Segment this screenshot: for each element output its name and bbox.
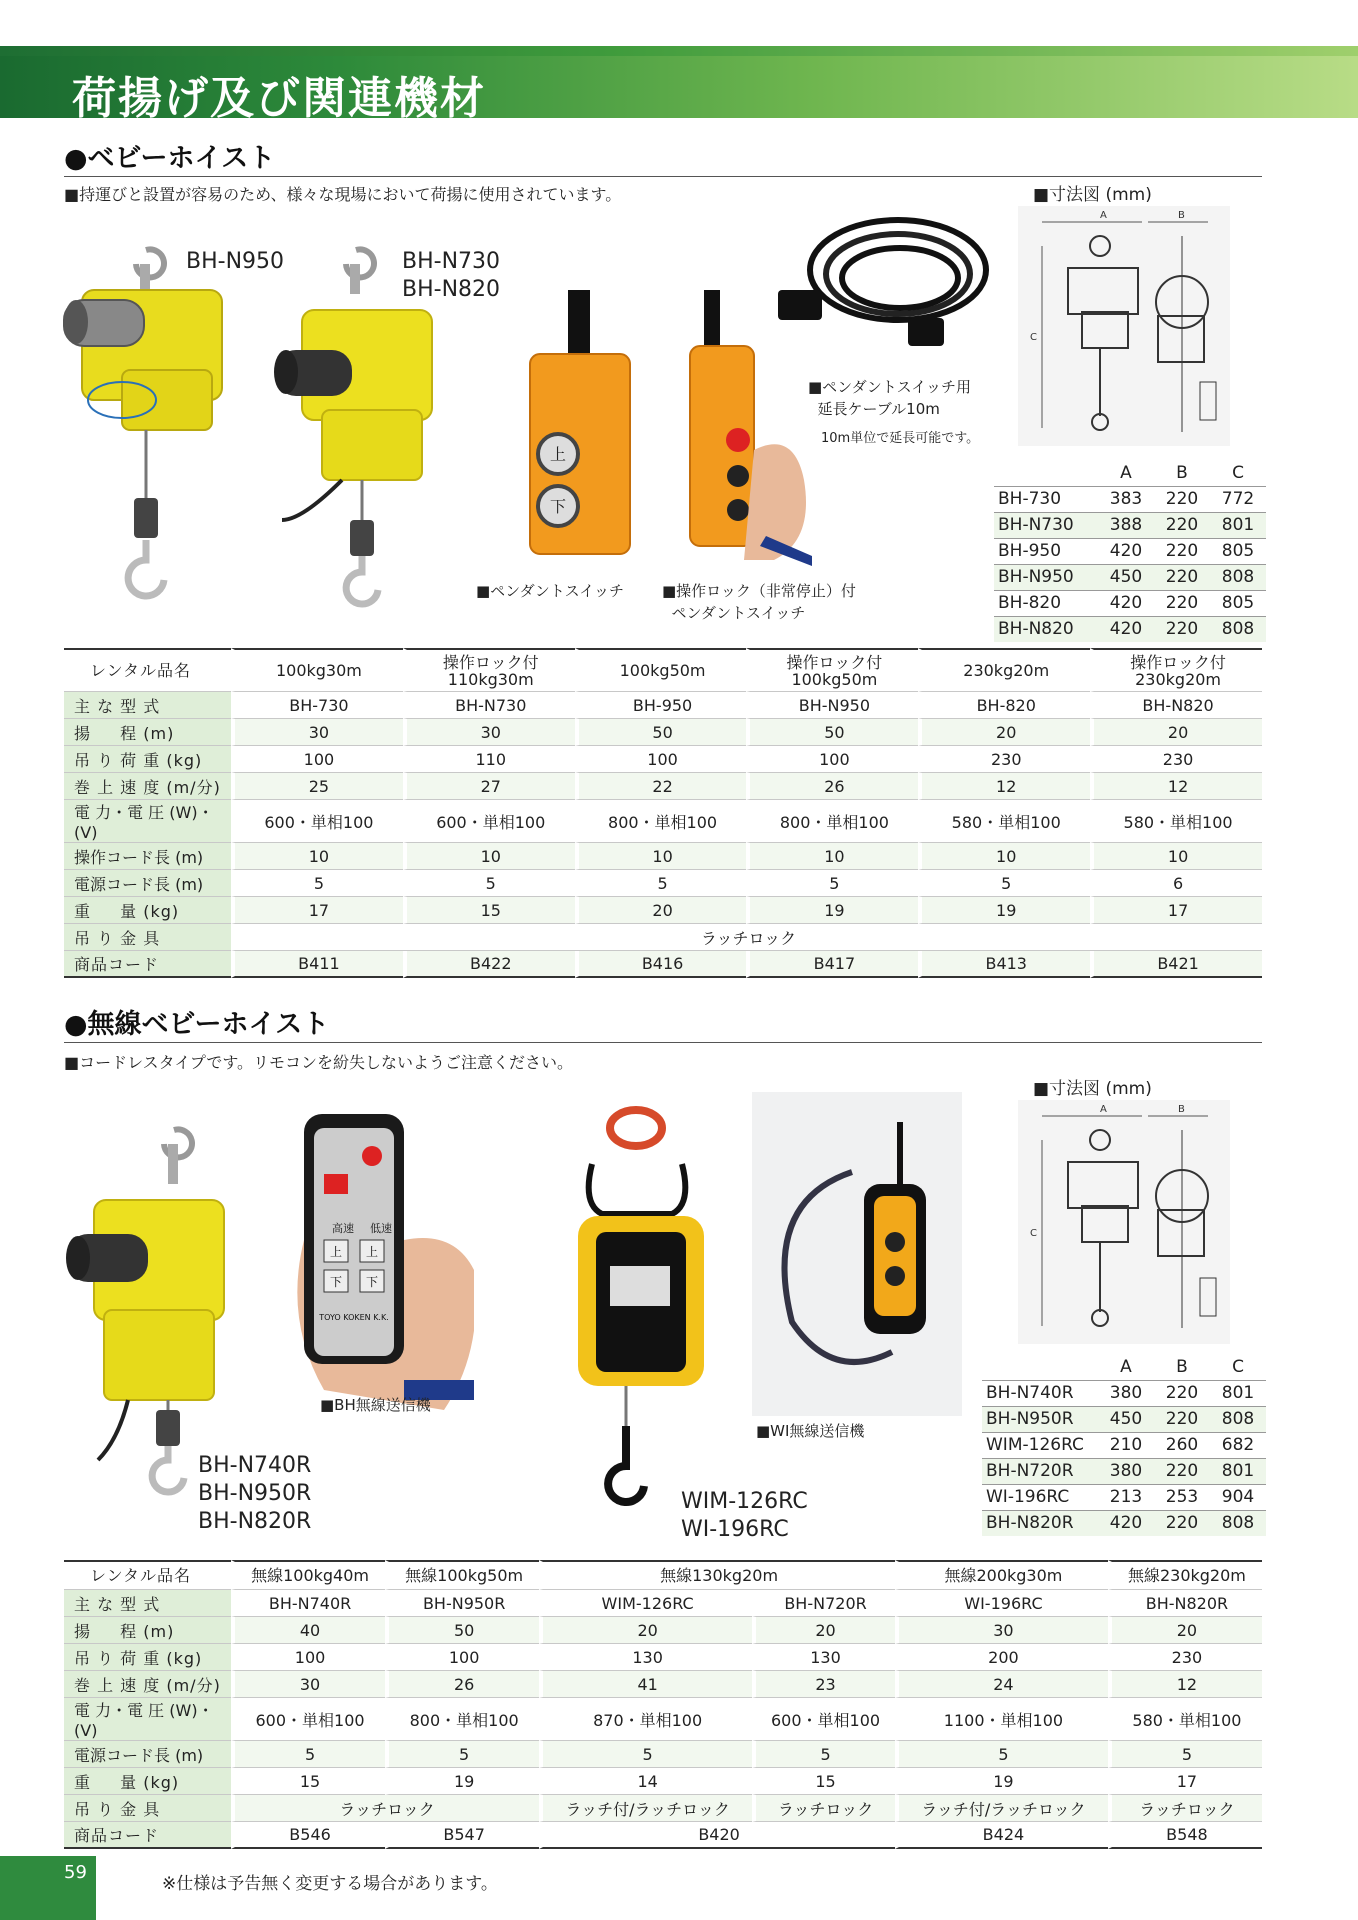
spec-cell: 20	[1090, 719, 1262, 746]
dim-cell: 805	[1210, 590, 1266, 616]
spec-cell: 580・単相100	[1090, 800, 1262, 843]
spec-row	[64, 1822, 1262, 1849]
spec-cell: 50	[746, 719, 918, 746]
dim-cell: 420	[1098, 616, 1154, 642]
spec-cell: 10	[918, 843, 1090, 870]
dim-cell: 420	[1098, 1510, 1154, 1536]
wim-hoist-photo	[556, 1106, 716, 1516]
extension-cable-caption: ■ペンダントスイッチ用 延長ケーブル10m	[808, 378, 971, 418]
product-code: B424	[895, 1822, 1108, 1849]
spec-cell: 600・単相100	[231, 1698, 385, 1741]
wi-remote-caption: ■WI無線送信機	[756, 1422, 865, 1440]
dim-cell: 682	[1210, 1432, 1266, 1458]
spec-cell: 19	[895, 1768, 1108, 1795]
dim-cell: 220	[1154, 486, 1210, 512]
svg-text:C: C	[1030, 332, 1037, 343]
spec-cell: 5	[918, 870, 1090, 897]
spec-cell: BH-820	[918, 692, 1090, 719]
dim-cell: BH-N740R	[982, 1380, 1098, 1406]
spec-cell: 20	[575, 897, 747, 924]
spec-row-label: レンタル品名	[64, 1560, 231, 1590]
dim-header: A	[1120, 462, 1132, 483]
remote-brand: TOYO KOKEN K.K.	[319, 1313, 389, 1322]
dim-cell: 220	[1154, 1406, 1210, 1432]
model-label-bh-n730-n820: BH-N730 BH-N820	[402, 249, 501, 302]
dim-cell: 253	[1154, 1484, 1210, 1510]
spec-row-label: 電源コード長 (m)	[64, 1741, 231, 1768]
dim-cell: BH-730	[994, 486, 1098, 512]
model-label-wireless-bh: BH-N740R BH-N950R BH-N820R	[198, 1453, 312, 1534]
product-code: B546	[231, 1822, 385, 1849]
spec-row	[64, 773, 1262, 800]
dim-cell: BH-N950R	[982, 1406, 1098, 1432]
dim-cell: 808	[1210, 564, 1266, 590]
spec-table-baby-hoist	[64, 648, 1262, 978]
spec-cell: 5	[752, 1741, 895, 1768]
section-description: ■コードレスタイプです。リモコンを紛失しないようご注意ください。	[64, 1053, 574, 1072]
spec-cell: 20	[539, 1617, 752, 1644]
spec-cell: 100	[575, 746, 747, 773]
dim-cell: BH-950	[994, 538, 1098, 564]
dimension-title: ■寸法図 (mm)	[1033, 185, 1152, 205]
spec-cell: 10	[575, 843, 747, 870]
spec-row-label: 重 量 (kg)	[64, 897, 231, 924]
dim-row	[982, 1380, 1266, 1406]
pendant-down-button: 下	[549, 497, 567, 516]
spec-rental-name: 230kg20m	[918, 648, 1090, 692]
spec-cell: 230	[1108, 1644, 1262, 1671]
spec-cell: 12	[1090, 773, 1262, 800]
spec-cell: 600・単相100	[231, 800, 403, 843]
dim-row	[994, 538, 1266, 564]
spec-cell: 5	[746, 870, 918, 897]
spec-row-label: 吊 り 荷 重 (kg)	[64, 1644, 231, 1671]
header-top-line	[0, 46, 1358, 56]
svg-text:A: A	[1100, 210, 1107, 221]
spec-cell: BH-N720R	[752, 1590, 895, 1617]
spec-rental-name: 無線130kg20m	[539, 1560, 895, 1590]
dim-cell: 380	[1098, 1458, 1154, 1484]
spec-cell: 200	[895, 1644, 1108, 1671]
remote-lo-label: 低速	[370, 1222, 392, 1235]
dim-cell: 801	[1210, 1380, 1266, 1406]
spec-cell: 20	[1108, 1617, 1262, 1644]
spec-row-label: 吊 り 金 具	[64, 1795, 231, 1822]
wireless-hoist-photo	[64, 1110, 234, 1510]
remote-up-label: 上	[329, 1245, 343, 1259]
dim-row	[994, 616, 1266, 642]
spec-cell: BH-N730	[403, 692, 575, 719]
pendant-up-button: 上	[549, 445, 567, 464]
dim-cell: 220	[1154, 1380, 1210, 1406]
spec-cell: 10	[403, 843, 575, 870]
dim-header: B	[1176, 462, 1188, 483]
spec-cell: 30	[895, 1617, 1108, 1644]
spec-table-wireless-hoist	[64, 1560, 1262, 1849]
spec-cell: 25	[231, 773, 403, 800]
dim-header: C	[1232, 1356, 1244, 1377]
spec-cell: 50	[385, 1617, 539, 1644]
spec-cell: BH-N950	[746, 692, 918, 719]
wi-remote-photo	[752, 1092, 962, 1416]
spec-cell: 800・単相100	[746, 800, 918, 843]
spec-cell: 5	[539, 1741, 752, 1768]
dim-row	[994, 564, 1266, 590]
spec-cell: 5	[575, 870, 747, 897]
spec-rental-name: 無線230kg20m	[1108, 1560, 1262, 1590]
spec-cell: WIM-126RC	[539, 1590, 752, 1617]
spec-row-label: 重 量 (kg)	[64, 1768, 231, 1795]
dim-header: A	[1120, 1356, 1132, 1377]
spec-row	[64, 692, 1262, 719]
spec-cell: BH-730	[231, 692, 403, 719]
dim-cell: 220	[1154, 1458, 1210, 1484]
spec-rental-name: 100kg30m	[231, 648, 403, 692]
spec-row-label: 操作コード長 (m)	[64, 843, 231, 870]
dim-header: C	[1232, 462, 1244, 483]
spec-cell: 20	[918, 719, 1090, 746]
spec-row-label: 吊 り 金 具	[64, 924, 231, 951]
dim-cell: 420	[1098, 590, 1154, 616]
dim-cell: 808	[1210, 616, 1266, 642]
spec-cell: 17	[1090, 897, 1262, 924]
dim-row	[982, 1484, 1266, 1510]
spec-row	[64, 924, 1262, 951]
spec-cell: 26	[385, 1671, 539, 1698]
dim-cell: 450	[1098, 564, 1154, 590]
spec-row	[64, 1644, 1262, 1671]
spec-rental-name: 無線200kg30m	[895, 1560, 1108, 1590]
spec-header-row	[64, 1560, 1262, 1590]
spec-row-label: 商品コード	[64, 951, 231, 978]
spec-cell: 600・単相100	[752, 1698, 895, 1741]
spec-cell: 110	[403, 746, 575, 773]
spec-cell: 5	[895, 1741, 1108, 1768]
spec-rental-name: 操作ロック付 100kg50m	[746, 648, 918, 692]
spec-cell: 40	[231, 1617, 385, 1644]
dim-cell: 805	[1210, 538, 1266, 564]
spec-cell: 20	[752, 1617, 895, 1644]
dim-row	[982, 1406, 1266, 1432]
spec-cell: 5	[231, 1741, 385, 1768]
spec-row	[64, 746, 1262, 773]
spec-header-row	[64, 648, 1262, 692]
spec-cell: 14	[539, 1768, 752, 1795]
spec-rental-name: 無線100kg50m	[385, 1560, 539, 1590]
spec-cell: 27	[403, 773, 575, 800]
spec-cell: 230	[918, 746, 1090, 773]
dim-cell: 801	[1210, 1458, 1266, 1484]
dim-cell: BH-N820R	[982, 1510, 1098, 1536]
section-title-baby-hoist: ●ベビーホイスト	[64, 143, 276, 174]
dimension-table-1	[994, 460, 1266, 642]
svg-text:B: B	[1178, 210, 1185, 221]
dim-cell: 388	[1098, 512, 1154, 538]
spec-row	[64, 1617, 1262, 1644]
spec-cell: 15	[403, 897, 575, 924]
remote-hi-label: 高速	[332, 1222, 354, 1235]
dim-cell: 420	[1098, 538, 1154, 564]
dim-cell: 260	[1154, 1432, 1210, 1458]
remote-down-label: 下	[329, 1275, 343, 1289]
spec-cell: BH-N820R	[1108, 1590, 1262, 1617]
spec-row-label: 電 力・電 圧 (W)・(V)	[64, 800, 231, 843]
extension-cable-note: 10m単位で延長可能です。	[821, 431, 980, 446]
pendant-switch-caption: ■ペンダントスイッチ	[476, 582, 624, 600]
spec-cell: 12	[918, 773, 1090, 800]
spec-cell: 26	[746, 773, 918, 800]
pendant-switch-lock-caption: ■操作ロック（非常停止）付 ペンダントスイッチ	[662, 582, 856, 622]
dim-cell: BH-N720R	[982, 1458, 1098, 1484]
dim-cell: 904	[1210, 1484, 1266, 1510]
spec-row-label: 揚 程 (m)	[64, 1617, 231, 1644]
dimension-title: ■寸法図 (mm)	[1033, 1079, 1152, 1099]
page-number-tab	[0, 1856, 96, 1920]
spec-row	[64, 800, 1262, 843]
spec-cell: 5	[1108, 1741, 1262, 1768]
spec-cell: 30	[231, 1671, 385, 1698]
dimension-drawing	[1018, 1100, 1230, 1344]
remote-up-label: 上	[365, 1245, 379, 1259]
spec-cell: 580・単相100	[1108, 1698, 1262, 1741]
dimension-table-2	[982, 1354, 1266, 1536]
model-label-bh-n950: BH-N950	[186, 249, 285, 274]
spec-cell: 1100・単相100	[895, 1698, 1108, 1741]
spec-row	[64, 1698, 1262, 1741]
dim-cell: 220	[1154, 564, 1210, 590]
dim-header: B	[1176, 1356, 1188, 1377]
dim-cell: WI-196RC	[982, 1484, 1098, 1510]
dimension-drawing	[1018, 206, 1230, 446]
spec-cell: WI-196RC	[895, 1590, 1108, 1617]
spec-row	[64, 1741, 1262, 1768]
spec-cell: BH-950	[575, 692, 747, 719]
dim-cell: 383	[1098, 486, 1154, 512]
spec-cell: 100	[746, 746, 918, 773]
spec-cell: 10	[231, 843, 403, 870]
spec-cell: 23	[752, 1671, 895, 1698]
spec-row-label: 巻 上 速 度 (m/分)	[64, 773, 231, 800]
spec-rental-name: 操作ロック付 230kg20m	[1090, 648, 1262, 692]
spec-cell: 5	[231, 870, 403, 897]
page-banner	[0, 56, 1358, 124]
spec-cell: 50	[575, 719, 747, 746]
spec-rental-name: 無線100kg40m	[231, 1560, 385, 1590]
spec-cell: 15	[752, 1768, 895, 1795]
svg-text:B: B	[1178, 1104, 1185, 1115]
page-number: 59	[64, 1862, 87, 1883]
product-code: B413	[918, 951, 1090, 978]
spec-row	[64, 1671, 1262, 1698]
spec-cell: 17	[1108, 1768, 1262, 1795]
spec-row-label: 主 な 型 式	[64, 692, 231, 719]
spec-cell: 6	[1090, 870, 1262, 897]
spec-rental-name: 操作ロック付 110kg30m	[403, 648, 575, 692]
bh-remote-photo	[284, 1110, 474, 1426]
spec-cell: 5	[403, 870, 575, 897]
spec-cell: 12	[1108, 1671, 1262, 1698]
spec-cell: 30	[403, 719, 575, 746]
spec-cell: 800・単相100	[575, 800, 747, 843]
spec-row-label: 巻 上 速 度 (m/分)	[64, 1671, 231, 1698]
section-title-wireless-hoist: ●無線ベビーホイスト	[64, 1009, 330, 1040]
spec-cell: 30	[231, 719, 403, 746]
spec-row-label: 主 な 型 式	[64, 1590, 231, 1617]
dim-row	[994, 512, 1266, 538]
dim-cell: 772	[1210, 486, 1266, 512]
dim-cell: 210	[1098, 1432, 1154, 1458]
spec-row	[64, 1590, 1262, 1617]
spec-cell: ラッチ付/ラッチロック	[539, 1795, 752, 1822]
spec-cell: BH-N740R	[231, 1590, 385, 1617]
spec-row-label: レンタル品名	[64, 648, 231, 692]
hoist-photo-bh-n950	[62, 230, 232, 622]
spec-cell: 19	[746, 897, 918, 924]
spec-cell: 230	[1090, 746, 1262, 773]
section-rule	[64, 1042, 1262, 1043]
spec-row	[64, 897, 1262, 924]
spec-row-label: 吊 り 荷 重 (kg)	[64, 746, 231, 773]
spec-cell: ラッチロック	[231, 924, 1262, 951]
dim-cell: 220	[1154, 1510, 1210, 1536]
spec-row	[64, 843, 1262, 870]
dim-cell: WIM-126RC	[982, 1432, 1098, 1458]
dim-cell: 213	[1098, 1484, 1154, 1510]
page-title: 荷揚げ及び関連機材	[72, 73, 486, 124]
dim-cell: BH-N820	[994, 616, 1098, 642]
spec-cell: BH-N820	[1090, 692, 1262, 719]
spec-cell: 580・単相100	[918, 800, 1090, 843]
spec-cell: 24	[895, 1671, 1108, 1698]
spec-cell: 130	[752, 1644, 895, 1671]
spec-cell: 10	[1090, 843, 1262, 870]
spec-row	[64, 951, 1262, 978]
bh-remote-caption: ■BH無線送信機	[320, 1396, 431, 1414]
product-code: B548	[1108, 1822, 1262, 1849]
dim-cell: 220	[1154, 538, 1210, 564]
pendant-switch-photo	[516, 290, 644, 566]
spec-cell: 100	[231, 1644, 385, 1671]
spec-cell: 15	[231, 1768, 385, 1795]
dim-cell: 808	[1210, 1406, 1266, 1432]
spec-cell: 19	[385, 1768, 539, 1795]
spec-cell: 41	[539, 1671, 752, 1698]
spec-cell: 800・単相100	[385, 1698, 539, 1741]
section-description: ■持運びと設置が容易のため、様々な現場において荷揚に使用されています。	[64, 185, 622, 204]
spec-cell: 17	[231, 897, 403, 924]
dim-cell: BH-820	[994, 590, 1098, 616]
dim-cell: 380	[1098, 1380, 1154, 1406]
section-rule	[64, 176, 1262, 177]
footnote: ※仕様は予告無く変更する場合があります。	[162, 1874, 498, 1894]
spec-cell: 100	[385, 1644, 539, 1671]
dim-cell: BH-N950	[994, 564, 1098, 590]
spec-cell: 100	[231, 746, 403, 773]
spec-cell: 22	[575, 773, 747, 800]
svg-text:C: C	[1030, 1228, 1037, 1239]
remote-down-label: 下	[365, 1275, 379, 1289]
spec-cell: 19	[918, 897, 1090, 924]
spec-row	[64, 1795, 1262, 1822]
dim-cell: 801	[1210, 512, 1266, 538]
product-code: B421	[1090, 951, 1262, 978]
extension-cable-photo	[778, 208, 992, 364]
dim-row	[982, 1510, 1266, 1536]
spec-cell: 5	[385, 1741, 539, 1768]
spec-cell: ラッチロック	[231, 1795, 539, 1822]
spec-cell: 130	[539, 1644, 752, 1671]
spec-cell: 10	[746, 843, 918, 870]
product-code: B547	[385, 1822, 539, 1849]
dim-cell: 808	[1210, 1510, 1266, 1536]
spec-row-label: 揚 程 (m)	[64, 719, 231, 746]
dim-row	[994, 590, 1266, 616]
dim-row	[982, 1458, 1266, 1484]
product-code: B417	[746, 951, 918, 978]
product-code: B422	[403, 951, 575, 978]
product-code: B416	[575, 951, 747, 978]
spec-row-label: 電 力・電 圧 (W)・(V)	[64, 1698, 231, 1741]
spec-row	[64, 719, 1262, 746]
spec-row-label: 商品コード	[64, 1822, 231, 1849]
spec-rental-name: 100kg50m	[575, 648, 747, 692]
dim-cell: 220	[1154, 512, 1210, 538]
dim-row	[982, 1432, 1266, 1458]
spec-cell: BH-N950R	[385, 1590, 539, 1617]
dim-cell: 220	[1154, 590, 1210, 616]
product-code: B420	[539, 1822, 895, 1849]
spec-cell: ラッチロック	[1108, 1795, 1262, 1822]
spec-row	[64, 870, 1262, 897]
dim-cell: BH-N730	[994, 512, 1098, 538]
spec-cell: ラッチロック	[752, 1795, 895, 1822]
product-code: B411	[231, 951, 403, 978]
spec-cell: ラッチ付/ラッチロック	[895, 1795, 1108, 1822]
spec-row-label: 電源コード長 (m)	[64, 870, 231, 897]
spec-row	[64, 1768, 1262, 1795]
svg-text:A: A	[1100, 1104, 1107, 1115]
dim-cell: 220	[1154, 616, 1210, 642]
model-label-wim-wi: WIM-126RC WI-196RC	[681, 1489, 808, 1542]
dim-cell: 450	[1098, 1406, 1154, 1432]
dim-row	[994, 486, 1266, 512]
spec-cell: 870・単相100	[539, 1698, 752, 1741]
spec-cell: 600・単相100	[403, 800, 575, 843]
